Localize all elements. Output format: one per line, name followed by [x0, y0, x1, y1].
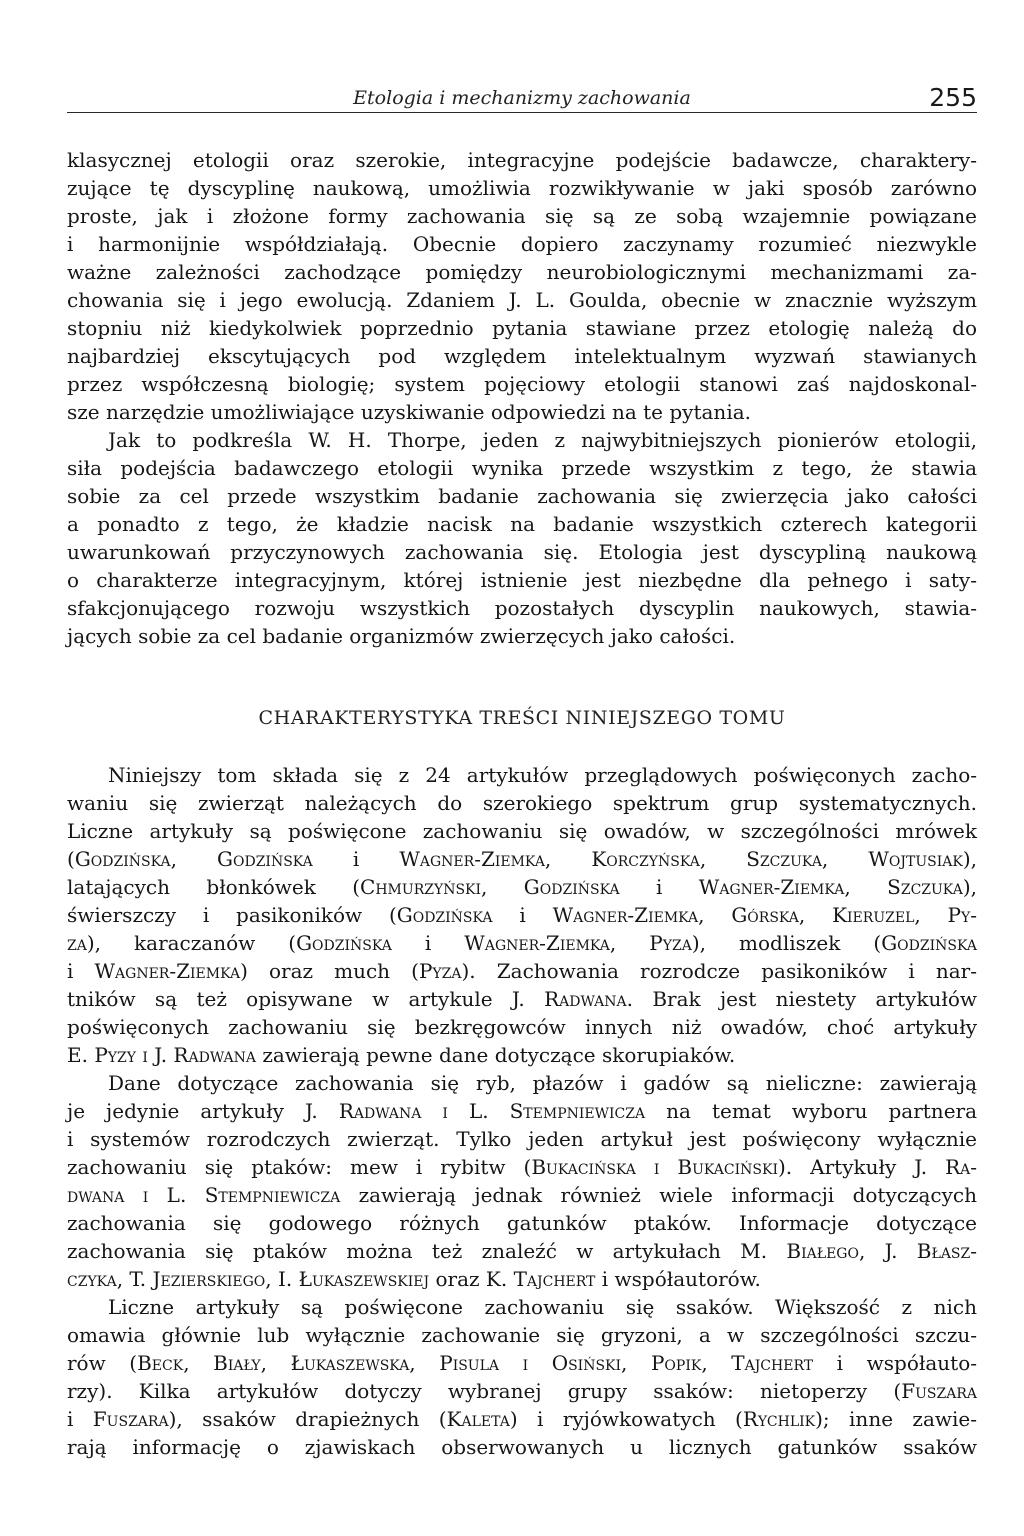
text-segment: , T. [116, 1267, 153, 1291]
text-line: sfakcjonującego rozwoju wszystkich pozostałych dyscyplin naukowych, stawia- [67, 596, 977, 620]
author-name: Łukaszewskiej [298, 1267, 430, 1291]
text-segment: zawierają pewne dane dotyczące skorupiaków. [255, 1043, 736, 1067]
text-segment: , I. [265, 1267, 299, 1291]
text-line [67, 1181, 977, 1209]
text-line [67, 985, 977, 1013]
text-line: o charakterze integracyjnym, której istnienie jest niezbędne dla pełnego i saty- [67, 568, 977, 592]
paragraph [67, 1293, 977, 1461]
author-name: Białego [786, 1239, 859, 1263]
text-segment: ), karaczanów ( [86, 931, 297, 955]
text-segment: latających błonkówek ( [67, 875, 361, 899]
text-segment: rzy). Kilka artykułów dotyczy wybranej grupy ssaków: nietoperzy ( [67, 1379, 902, 1403]
author-name: Pyzy i J. Radwana [94, 1043, 256, 1067]
text-segment: i współautorów. [595, 1267, 761, 1291]
page-number: 255 [929, 83, 977, 112]
text-segment: E. [67, 1043, 95, 1067]
paragraph [67, 426, 977, 650]
text-line [67, 1153, 977, 1181]
text-segment: ), [962, 875, 977, 899]
text-line [67, 901, 977, 929]
author-name: Godzińska [881, 931, 977, 955]
author-name: czyka [67, 1267, 117, 1291]
author-name: za [67, 931, 87, 955]
text-segment: i [619, 875, 699, 899]
text-segment: i [67, 959, 95, 983]
author-name: Ra- [945, 1155, 978, 1179]
author-name: Radwana [544, 987, 627, 1011]
author-name: Błasz- [916, 1239, 977, 1263]
section-heading: CHARAKTERYSTYKA TREŚCI NINIEJSZEGO TOMU [258, 707, 786, 729]
paragraph [67, 146, 977, 426]
author-name: Godzińska [296, 931, 392, 955]
author-name: Wagner-Ziemka [94, 959, 241, 983]
text-segment: . Brak jest niestety artykułów [626, 987, 977, 1011]
author-name: Rychlik [742, 1407, 816, 1431]
text-segment: i [391, 931, 465, 955]
text-segment: i [492, 903, 553, 927]
text-line: sobie za cel przede wszystkim badanie zachowania się zwierzęcia jako całości [67, 484, 977, 508]
text-segment: ). Zachowania rozrodcze pasikoników i nar- [461, 959, 978, 983]
author-name: Kaleta [446, 1407, 510, 1431]
author-name: Tajchert [513, 1267, 596, 1291]
body-text-lower [67, 761, 977, 1461]
text-line: chowania się i jego ewolucją. Zdaniem J. L. Goulda, obecnie w znacznie wyższym [67, 288, 977, 312]
author-name: Jezierskiego [152, 1267, 266, 1291]
header-rule [67, 112, 977, 113]
text-line: Liczne artykuły są poświęcone zachowaniu się owadów, w szczególności mrówek [67, 819, 977, 843]
text-line [67, 929, 977, 957]
text-line [67, 957, 977, 985]
text-line: siła podejścia badawczego etologii wynika przede wszystkim z tego, że stawia [67, 456, 977, 480]
text-line: Dane dotyczące zachowania się ryb, płazów i gadów są nieliczne: zawierają [108, 1071, 977, 1095]
author-name: Pyza [418, 959, 462, 983]
text-line [67, 1041, 977, 1069]
text-line: poświęconych zachowaniu się bezkręgowców innych niż owadów, choć artykuły [67, 1015, 977, 1039]
text-line: zujące tę dyscyplinę naukową, umożliwia rozwikływanie w jaki sposób zarówno [67, 176, 977, 200]
text-segment: i [67, 1407, 93, 1431]
body-text-upper [67, 146, 977, 650]
text-segment: zachowania się ptaków można też znaleźć w artykułach M. [67, 1239, 787, 1263]
text-line: uwarunkowań przyczynowych zachowania się. Etologia jest dyscypliną naukową [67, 540, 977, 564]
text-segment: ( [67, 847, 75, 871]
author-name: Wagner-Ziemka, Pyza [464, 931, 692, 955]
text-segment: ) i ryjówkowatych ( [509, 1407, 743, 1431]
text-line: i harmonijnie współdziałają. Obecnie dopiero zaczynamy rozumieć niezwykle [67, 232, 977, 256]
text-line [67, 1265, 977, 1293]
text-segment: rów ( [67, 1351, 138, 1375]
author-name: Wagner-Ziemka, Szczuka [698, 875, 963, 899]
text-segment: ), ssaków drapieżnych ( [168, 1407, 447, 1431]
paragraph [67, 761, 977, 1069]
text-segment: ) oraz much ( [240, 959, 419, 983]
text-line: zachowania się godowego różnych gatunków ptaków. Informacje dotyczące [67, 1211, 977, 1235]
text-line [67, 1237, 977, 1265]
text-line [67, 1349, 977, 1377]
text-line: Liczne artykuły są poświęcone zachowaniu się ssaków. Większość z nich [108, 1295, 977, 1319]
text-segment: na temat wyboru partnera [645, 1099, 978, 1123]
text-line [67, 845, 977, 873]
text-segment: oraz K. [429, 1267, 514, 1291]
text-line: a ponadto z tego, że kładzie nacisk na badanie wszystkich czterech kategorii [67, 512, 977, 536]
text-segment: , J. [858, 1239, 917, 1263]
text-line: i systemów rozrodczych zwierząt. Tylko jeden artykuł jest poświęcony wyłącznie [67, 1127, 977, 1151]
author-name: Wagner-Ziemka, Górska, Kieruzel, Py- [552, 903, 977, 927]
text-segment: ), modliszek ( [691, 931, 882, 955]
author-name: Bukacińska i Bukaciński [531, 1155, 778, 1179]
text-line: jących sobie za cel badanie organizmów zwierzęcych jako całości. [67, 624, 736, 648]
text-line: Niniejszy tom składa się z 24 artykułów przeglądowych poświęconych zacho- [108, 763, 977, 787]
paragraph [67, 1069, 977, 1293]
text-line: klasycznej etologii oraz szerokie, integracyjne podejście badawcze, charaktery- [67, 148, 977, 172]
text-segment: tników są też opisywane w artykule J. [67, 987, 545, 1011]
author-name: dwana i L. Stempniewicza [67, 1183, 341, 1207]
author-name: Beck, Biały, Łukaszewska, Pisula i Osiński, Popik, Tajchert [137, 1351, 814, 1375]
author-name: Wagner-Ziemka, Korczyńska, Szczuka, Wojtusiak [399, 847, 963, 871]
author-name: Godzińska, Godzińska [74, 847, 313, 871]
text-line: przez współczesną biologię; system pojęciowy etologii stanowi zaś najdoskonal- [67, 372, 977, 396]
text-segment: ); inne zawie- [815, 1407, 977, 1431]
text-segment: i [312, 847, 400, 871]
text-line: waniu się zwierząt należących do szerokiego spektrum grup systematycznych. [67, 791, 977, 815]
text-segment: ). Artykuły J. [778, 1155, 946, 1179]
author-name: Radwana i L. Stempniewicza [338, 1099, 646, 1123]
text-segment: je jedynie artykuły J. [67, 1099, 339, 1123]
text-line: rają informację o zjawiskach obserwowanych u licznych gatunków ssaków [67, 1435, 977, 1459]
text-segment: zawierają jednak również wiele informacji dotyczących [340, 1183, 977, 1207]
text-line: ważne zależności zachodzące pomiędzy neurobiologicznymi mechanizmami za- [67, 260, 977, 284]
text-line: najbardziej ekscytujących pod względem intelektualnym wyzwań stawianych [67, 344, 977, 368]
text-segment: i współauto- [813, 1351, 977, 1375]
text-segment: świerszczy i pasikoników ( [67, 903, 397, 927]
text-line [67, 1405, 977, 1433]
author-name: Fuszara [901, 1379, 977, 1403]
text-line: proste, jak i złożone formy zachowania się są ze sobą wzajemnie powiązane [67, 204, 977, 228]
text-line: sze narzędzie umożliwiające uzyskiwanie odpowiedzi na te pytania. [67, 400, 751, 424]
text-line [67, 1097, 977, 1125]
text-segment: zachowaniu się ptaków: mew i rybitw ( [67, 1155, 532, 1179]
text-line: stopniu niż kiedykolwiek poprzednio pytania stawiane przez etologię należą do [67, 316, 977, 340]
author-name: Chmurzyński, Godzińska [360, 875, 620, 899]
author-name: Fuszara [92, 1407, 169, 1431]
text-line: omawia głównie lub wyłącznie zachowanie się gryzoni, a w szczególności szczu- [67, 1323, 977, 1347]
text-segment: ), [962, 847, 977, 871]
author-name: Godzińska [396, 903, 493, 927]
text-line [67, 1377, 977, 1405]
text-line [67, 873, 977, 901]
running-title: Etologia i mechanizmy zachowania [353, 87, 691, 109]
text-line: Jak to podkreśla W. H. Thorpe, jeden z najwybitniejszych pionierów etologii, [108, 428, 977, 452]
